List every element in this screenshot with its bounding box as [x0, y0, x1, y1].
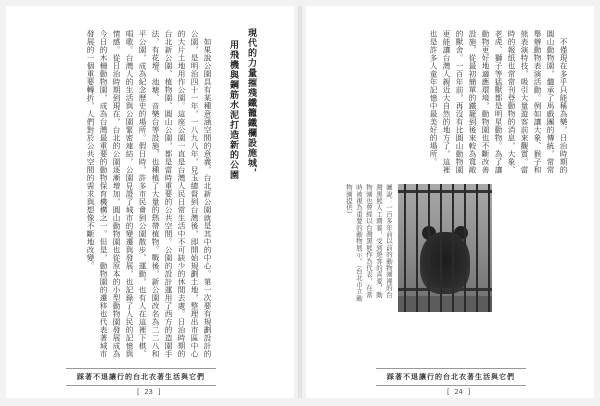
right-body-paragraph: 不僅現在多乎只能稱為樂，日治時期的圓山動物園，繼承了馬戲團的傳統，常常舉辦動物表演活動。例如讓大象、猴子和熊表演特技，吸引大量遊客前來觀賞。當時的報紙也常常刊登動物的消息，大象、老虎、獅子等猛獸都是明星動物。為了讓動物更好地適應環境，動物園也不斷改善設施，從最初簡單的鐵籠到後來較為寬敞的獸舍。一百年前，再沒有比圓山動物園更能讓台灣人親近大自然的地方了，這裡也是許多人童年記憶中最美好的場所。 — [429, 30, 568, 174]
running-footer: 踩著不退讓行的台北衣著生活與它們 — [376, 368, 526, 386]
running-footer: 踩著不退讓行的台北衣著生活與它們 — [66, 368, 216, 386]
page-number: [ 23 ] — [136, 388, 162, 396]
left-body-text — [24, 30, 214, 358]
section-heading-line-2: 用飛機與鋼筋水泥打造新的公園 — [228, 40, 238, 180]
right-page — [306, 6, 594, 398]
cage-bar — [488, 184, 490, 312]
right-body-text — [392, 30, 570, 176]
cage-bar — [428, 184, 430, 312]
cage-bar — [404, 184, 406, 312]
caged-bear-photo — [398, 184, 492, 312]
section-heading-line-1: 現代的力量摧殘鐵籠鐵欄設施城， — [246, 28, 256, 178]
cage-bar — [440, 184, 442, 312]
cage-bar — [416, 184, 418, 312]
left-body-paragraph: 如果說公園具有某種意涵空間的意義，台北新公園就是其中的中心。第一次要有規劃設計的公園，是明治四十一年，一八九八年，兒玉總督到台灣後，即開始規劃土地，整理出市區中心的大片土地用作公園。這座公園一直是台灣人民日常生活中不可缺少的休閒去處。日治時期的台北新公園、植物園、圓山公園，都是當時重要的公共空間。公園的設計運用了西方的造園手法，有花壇、池塘、音樂台等設施，也種植了大量的熱帶植物。戰後，新公園改名為二二八和平公園，成為紀念歷史的場所。假日時，許多市民會到公園散步、運動，也有人在這裡下棋、唱歌。台灣人的生活與公園緊密連結，公園見證了城市的變遷與發展，也記錄了人民的記憶與情感。從日治時期到現在，台北的公園逐漸增加，圓山動物園也從原本的小型動物園發展成為今日的木柵動物園，成為台灣最重要的動物保育機構之一。但是，動物園的遷移也代表著城市發展的一個重要轉折，人們對於公共空間的需求與想像不斷地改變。 — [86, 30, 212, 358]
photo-caption: 圖說：一百多年前以前的動物園裡的台灣黑熊人工圈養，受到遊客的喜愛，動物園也曾經以台灣黑熊作為代表，在當時被視為重要的動物展示。（台北市立動物園提供） — [345, 184, 393, 302]
page-number: [ 24 ] — [446, 388, 472, 396]
cage-bar — [464, 184, 466, 312]
cage-bar — [476, 184, 478, 312]
cage-bar — [452, 184, 454, 312]
left-page — [6, 6, 294, 398]
book-gutter — [298, 6, 302, 398]
